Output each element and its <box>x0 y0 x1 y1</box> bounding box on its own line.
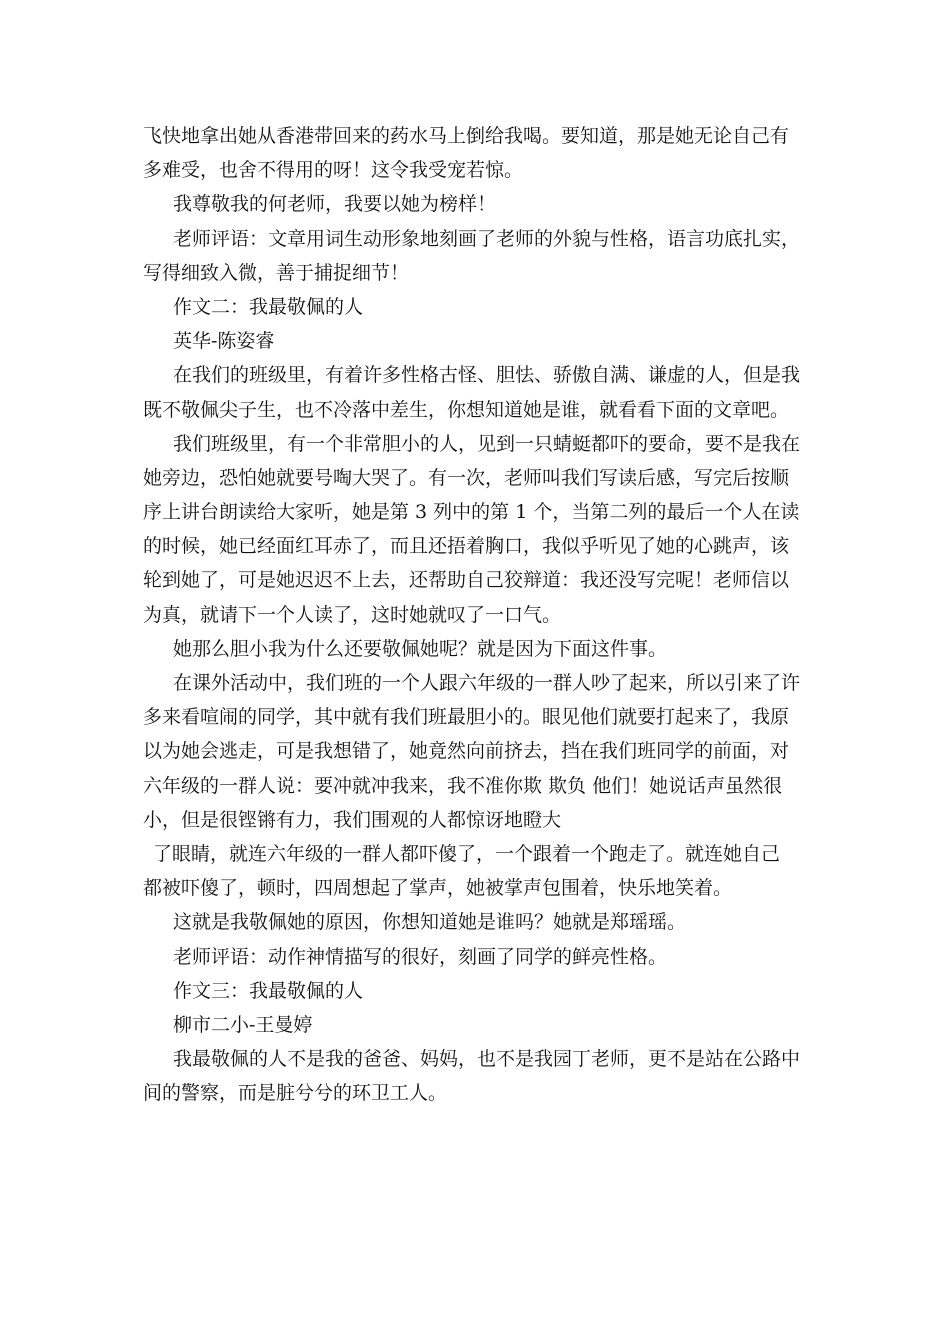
text-line: 间的警察，而是脏兮兮的环卫工人。 <box>143 1082 448 1105</box>
text-line: 轮到她了，可是她迟迟不上去，还帮助自己狡辩道：我还没写完呢！老师信以 <box>143 569 790 592</box>
text-line: 老师评语：动作神情描写的很好，刻画了同学的鲜亮性格。 <box>173 945 668 968</box>
text-line: 英华-陈姿睿 <box>173 330 275 353</box>
text-line: 为真，就请下一个人读了，这时她就叹了一口气。 <box>143 603 562 626</box>
text-line: 她旁边，恐怕她就要号啕大哭了。有一次，老师叫我们写读后感，写完后按顺 <box>143 466 790 489</box>
text-line: 既不敬佩尖子生，也不冷落中差生，你想知道她是谁，就看看下面的文章吧。 <box>143 398 790 421</box>
text-line: 在我们的班级里，有着许多性格古怪、胆怯、骄傲自满、谦虚的人，但是我 <box>173 364 801 387</box>
text-line: 序上讲台朗读给大家听，她是第 3 列中的第 1 个，当第二列的最后一个人在读 <box>143 501 800 524</box>
text-line: 写得细致入微，善于捕捉细节！ <box>143 261 410 284</box>
text-line: 多来看喧闹的同学，其中就有我们班最胆小的。眼见他们就要打起来了，我原 <box>143 706 790 729</box>
text-line: 了眼睛，就连六年级的一群人都吓傻了，一个跟着一个跑走了。就连她自己 <box>153 842 781 865</box>
text-line: 她那么胆小我为什么还要敬佩她呢？就是因为下面这件事。 <box>173 637 668 660</box>
text-line: 小，但是很铿锵有力，我们围观的人都惊讶地瞪大 <box>143 808 562 831</box>
text-line: 都被吓傻了，顿时，四周想起了掌声，她被掌声包围着，快乐地笑着。 <box>143 877 733 900</box>
text-line: 我尊敬我的何老师，我要以她为榜样！ <box>173 193 497 216</box>
text-line: 飞快地拿出她从香港带回来的药水马上倒给我喝。要知道，那是她无论自己有 <box>143 125 790 147</box>
text-line: 这就是我敬佩她的原因，你想知道她是谁吗？她就是郑瑶瑶。 <box>173 911 687 934</box>
text-line: 作文三：我最敬佩的人 <box>173 979 364 1002</box>
text-line: 六年级的一群人说：要冲就冲我来，我不准你欺 欺负 他们！她说话声虽然很 <box>143 774 783 797</box>
text-line: 我最敬佩的人不是我的爸爸、妈妈，也不是我园丁老师，更不是站在公路中 <box>173 1048 801 1071</box>
document-body <box>143 119 823 1110</box>
text-line: 老师评语：文章用词生动形象地刻画了老师的外貌与性格，语言功底扎实， <box>173 227 801 250</box>
text-line: 我们班级里，有一个非常胆小的人，见到一只蜻蜓都吓的要命，要不是我在 <box>173 432 801 455</box>
text-line: 多难受，也舍不得用的呀！这令我受宠若惊。 <box>143 159 524 182</box>
text-line: 柳市二小-王曼婷 <box>173 1013 313 1036</box>
text-line: 在课外活动中，我们班的一个人跟六年级的一群人吵了起来，所以引来了许 <box>173 672 801 694</box>
text-line: 以为她会逃走，可是我想错了，她竟然向前挤去，挡在我们班同学的前面，对 <box>143 740 790 763</box>
text-line: 作文二：我最敬佩的人 <box>173 295 364 318</box>
text-line: 的时候，她已经面红耳赤了，而且还捂着胸口，我似乎听见了她的心跳声，该 <box>143 535 790 558</box>
